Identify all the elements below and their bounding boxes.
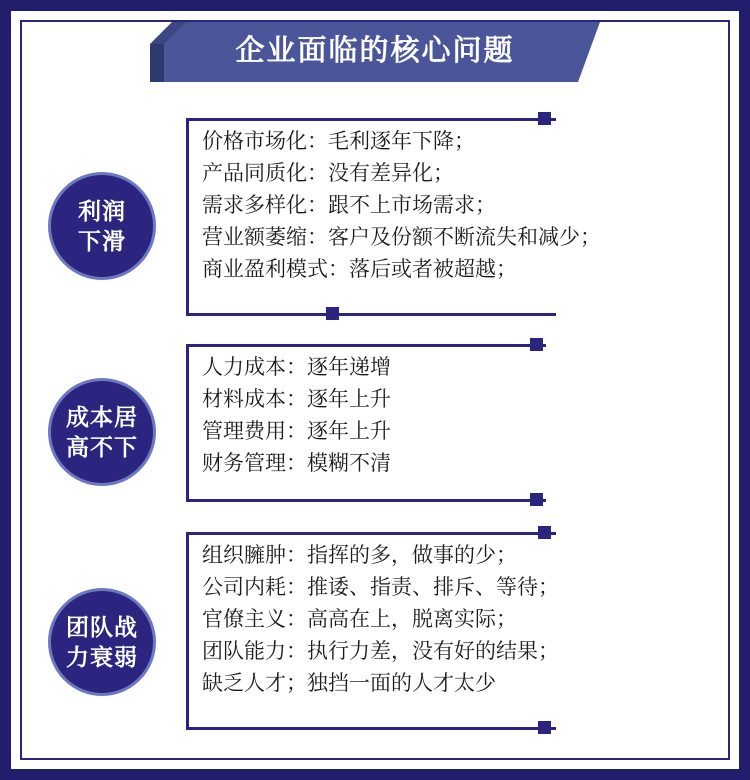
square-marker-top <box>538 526 551 539</box>
list-item: 官僚主义：高高在上，脱离实际； <box>202 608 517 631</box>
list-item: 财务管理：模糊不清 <box>202 452 391 475</box>
list-item: 需求多样化：跟不上市场需求； <box>202 194 496 217</box>
items-section-1 <box>202 126 601 286</box>
list-item: 管理费用：逐年上升 <box>202 420 391 443</box>
badge-section-1-line2: 下滑 <box>78 228 126 254</box>
square-marker-bottom <box>538 721 551 734</box>
list-item: 缺乏人才；独挡一面的人才太少 <box>202 672 496 695</box>
list-item: 人力成本：逐年递增 <box>202 356 391 379</box>
badge-section-2-line1: 成本居 <box>66 404 138 430</box>
badge-section-3 <box>48 588 156 696</box>
badge-section-2 <box>48 378 156 486</box>
badge-section-1 <box>48 172 156 280</box>
square-marker-top <box>538 112 551 125</box>
list-item: 组织臃肿：指挥的多，做事的少； <box>202 544 517 567</box>
page-title: 企业面临的核心问题 <box>235 35 515 67</box>
list-item: 公司内耗：推诿、指责、排斥、等待； <box>202 576 559 599</box>
list-item: 营业额萎缩：客户及份额不断流失和减少； <box>202 226 601 249</box>
square-marker-bottom <box>326 307 339 320</box>
list-item: 商业盈利模式：落后或者被超越； <box>202 258 517 281</box>
list-item: 价格市场化：毛利逐年下降； <box>202 130 475 153</box>
list-item: 产品同质化：没有差异化； <box>202 162 454 185</box>
square-marker-bottom <box>530 493 543 506</box>
badge-section-3-line1: 团队战 <box>66 614 138 640</box>
square-marker-top <box>530 338 543 351</box>
badge-section-3-line2: 力衰弱 <box>66 644 138 670</box>
badge-section-1-line1: 利润 <box>78 198 126 224</box>
title-banner <box>150 22 600 82</box>
list-item: 团队能力：执行力差，没有好的结果； <box>202 640 559 663</box>
list-item: 材料成本：逐年上升 <box>202 388 391 411</box>
items-section-2 <box>202 352 391 480</box>
badge-section-2-line2: 高不下 <box>66 434 138 460</box>
items-section-3 <box>202 540 559 700</box>
